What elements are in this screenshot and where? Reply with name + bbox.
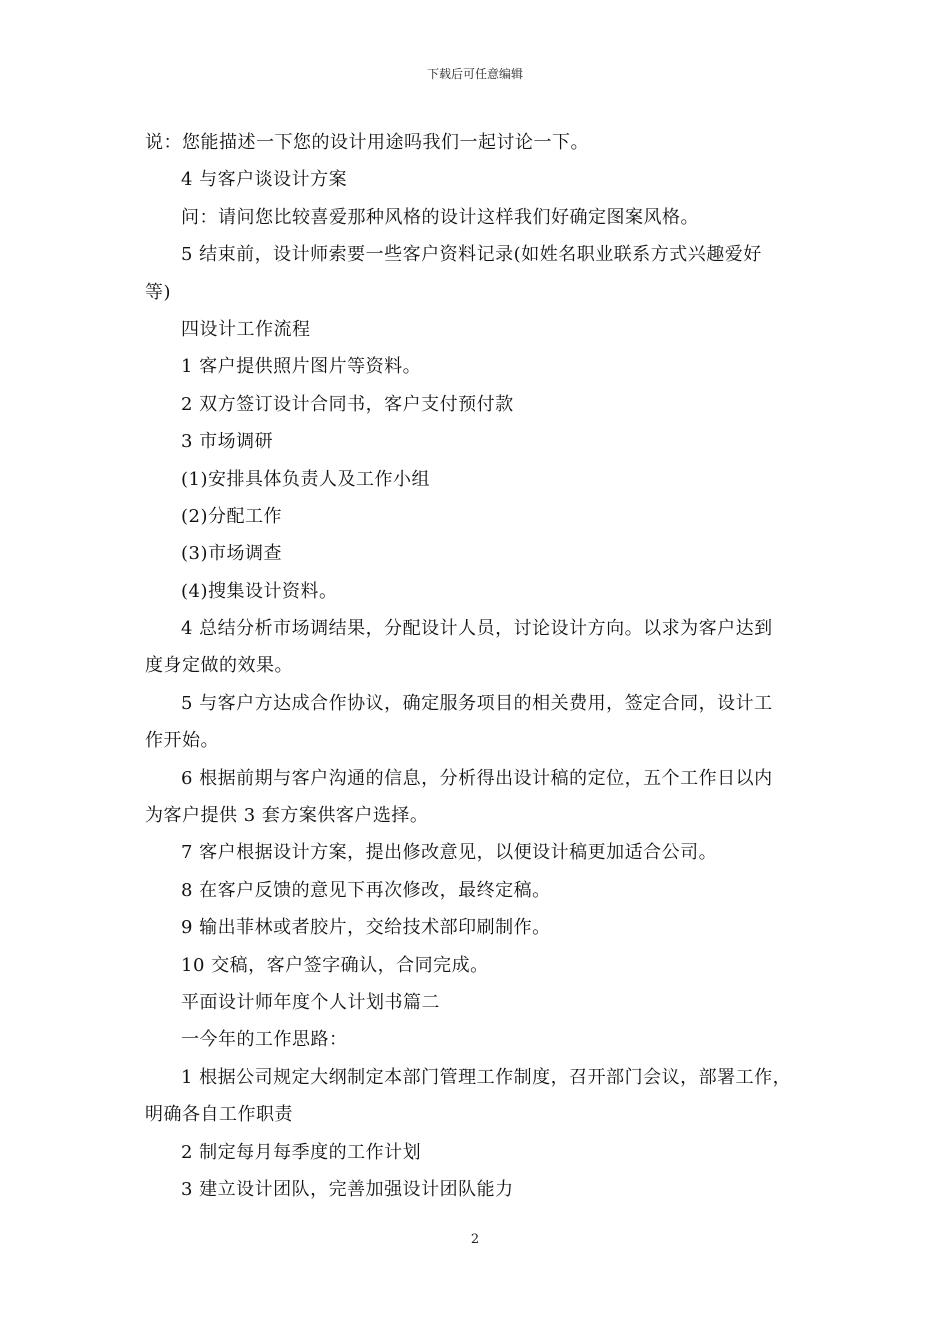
section-heading: 一今年的工作思路：: [181, 1029, 348, 1051]
text-line: 3 市场调研: [181, 431, 274, 453]
text-line: 2 制定每月每季度的工作计划: [181, 1141, 422, 1163]
text-line: (1)安排具体负责人及工作小组: [181, 468, 430, 490]
text-line: 1 客户提供照片图片等资料。: [181, 356, 422, 378]
text-line: 3 建立设计团队，完善加强设计团队能力: [181, 1178, 514, 1200]
text-line: 1 根据公司规定大纲制定本部门管理工作制度，召开部门会议，部署工作，: [181, 1066, 792, 1088]
text-line: 10 交稿，客户签字确认，合同完成。: [181, 954, 489, 976]
text-line: 说：您能描述一下您的设计用途吗我们一起讨论一下。: [145, 132, 589, 153]
text-line: 5 结束前，设计师索要一些客户资料记录(如姓名职业联系方式兴趣爱好: [181, 244, 762, 266]
text-line: 等): [145, 281, 172, 303]
text-line: 为客户提供 3 套方案供客户选择。: [145, 805, 429, 827]
page-number: 2: [470, 1232, 480, 1247]
page-header: 下载后可任意编辑: [426, 67, 523, 81]
text-line: (3)市场调查: [181, 543, 282, 565]
text-line: 4 与客户谈设计方案: [181, 169, 348, 191]
text-line: (4)搜集设计资料。: [181, 580, 338, 602]
text-line: 9 输出菲林或者胶片，交给技术部印刷制作。: [181, 917, 551, 939]
section-heading: 四设计工作流程: [181, 318, 311, 340]
text-line: 7 客户根据设计方案，提出修改意见，以便设计稿更加适合公司。: [181, 842, 718, 864]
text-line: 度身定做的效果。: [145, 655, 293, 677]
text-line: (2)分配工作: [181, 505, 282, 527]
text-line: 5 与客户方达成合作协议，确定服务项目的相关费用，签定合同，设计工: [181, 692, 773, 714]
text-line: 4 总结分析市场调结果，分配设计人员，讨论设计方向。以求为客户达到: [181, 618, 773, 640]
text-line: 明确各自工作职责: [145, 1104, 293, 1126]
text-line: 问：请问您比较喜爱那种风格的设计这样我们好确定图案风格。: [181, 206, 699, 228]
text-line: 作开始。: [145, 730, 219, 752]
text-line: 2 双方签订设计合同书，客户支付预付款: [181, 393, 514, 415]
text-line: 8 在客户反馈的意见下再次修改，最终定稿。: [181, 879, 551, 901]
text-line: 6 根据前期与客户沟通的信息，分析得出设计稿的定位，五个工作日以内: [181, 767, 773, 789]
section-heading: 平面设计师年度个人计划书篇二: [181, 991, 440, 1013]
document-body: [145, 124, 807, 1208]
